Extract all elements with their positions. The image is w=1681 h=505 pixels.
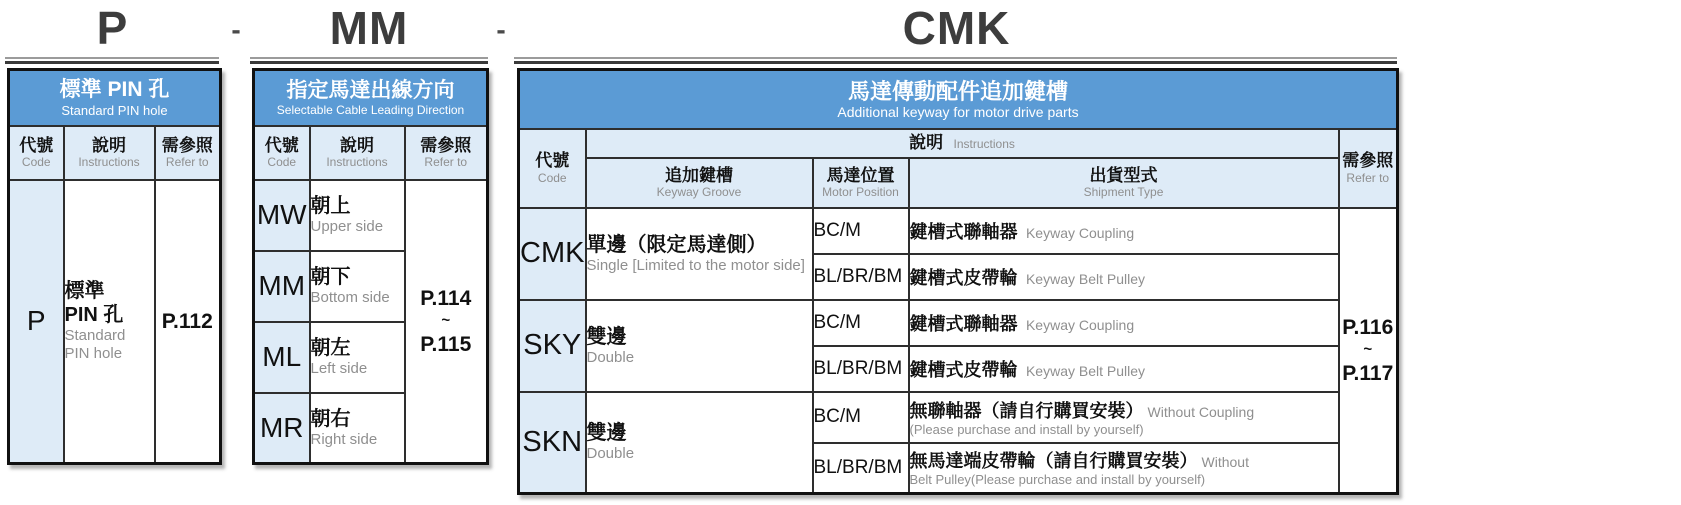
table3-keyway-header-en: Keyway Groove	[656, 185, 742, 200]
table2-row-mw	[254, 180, 488, 251]
table3-ship-cell-sky-bcm	[909, 300, 1339, 346]
table2-instructions-col-header	[310, 126, 405, 180]
table3-ship-cell-cmk-bcm	[909, 208, 1339, 254]
table1-instr-en-line1: Standard	[64, 327, 126, 345]
table3-ship-en-sky-bl: Keyway Belt Pulley	[1025, 362, 1146, 379]
table3-keyway-groove-header	[586, 158, 813, 208]
table1-instr-zh-line1: 標準	[64, 280, 105, 303]
table3-motor-cell-sky-bcm: BC/M	[813, 300, 909, 346]
table1-refer-page: P.112	[161, 309, 213, 333]
table3-ship-en2-skn-bl: Belt Pulley(Please purchase and install by yourself)	[909, 472, 1206, 488]
table3-instr-header-zh: 說明	[909, 133, 944, 153]
table3-keyway-zh-sky: 雙邊	[586, 325, 627, 348]
table1-code-col-header	[9, 126, 64, 180]
table3-ship-zh-skn-bl: 無馬達端皮帶輪（請自行購買安裝）	[909, 451, 1198, 472]
ordering-code-part-mm: MM	[329, 2, 409, 54]
ordering-code-separator-2: -	[496, 14, 506, 45]
table2-refer-header-en: Refer to	[424, 155, 468, 170]
table2-instr-header-en: Instructions	[326, 155, 388, 170]
table3-ship-header-en: Shipment Type	[1083, 185, 1164, 200]
table3-ship-en-cmk-bcm: Keyway Coupling	[1025, 224, 1135, 241]
table3-refer-header-zh: 需參照	[1342, 151, 1394, 171]
table2-refer-header-zh: 需參照	[420, 135, 472, 155]
table2-instr-en-mm: Bottom side	[310, 289, 390, 306]
table3-refer-from: P.116	[1342, 315, 1394, 339]
table3-refer-to: P.117	[1342, 361, 1394, 385]
table3-code-header-zh: 代號	[535, 151, 570, 171]
table3-motor-header-en: Motor Position	[822, 185, 899, 200]
table2-code-col-header	[254, 126, 310, 180]
table3-instr-header-en: Instructions	[953, 137, 1015, 152]
ordering-code-part-p: P	[96, 2, 129, 54]
table3-ship-en-skn-bcm: Without Coupling	[1147, 403, 1255, 420]
table3-shipment-type-header	[909, 158, 1339, 208]
table3-motor-cell-cmk-bl: BL/BR/BM	[813, 254, 909, 300]
table1-instr-header-en: Instructions	[78, 155, 140, 170]
table3-keyway-cell-sky	[586, 300, 813, 392]
table2-code-cell-ml: ML	[254, 322, 310, 393]
table2-instr-zh-mw: 朝上	[310, 195, 351, 217]
table1-title	[9, 70, 221, 126]
table3-row-skn-bcm	[519, 392, 1398, 443]
table2-instructions-cell-ml	[310, 322, 405, 393]
table1-code-cell: P	[9, 180, 64, 464]
ordering-code-separator-1: -	[231, 14, 241, 45]
table2-instructions-cell-mw	[310, 180, 405, 251]
table-cable-leading-direction	[252, 68, 489, 465]
table3-ship-zh-cmk-bl: 鍵槽式皮帶輪	[909, 267, 1018, 288]
table3-code-cell-cmk: CMK	[519, 208, 586, 300]
table3-refer-cell	[1339, 208, 1398, 494]
table2-title	[254, 70, 488, 126]
table3-ship-zh-sky-bcm: 鍵槽式聯軸器	[909, 313, 1018, 334]
table2-code-cell-mr: MR	[254, 393, 310, 464]
table3-ship-cell-skn-bcm	[909, 392, 1339, 443]
table3-ship-zh-sky-bl: 鍵槽式皮帶輪	[909, 359, 1018, 380]
table3-motor-cell-skn-bl: BL/BR/BM	[813, 443, 909, 494]
table3-code-cell-skn: SKN	[519, 392, 586, 494]
table1-refer-header-zh: 需參照	[161, 135, 213, 155]
table3-ship-en-cmk-bl: Keyway Belt Pulley	[1025, 270, 1146, 287]
table2-instr-en-mr: Right side	[310, 430, 378, 448]
table2-refer-cell	[405, 180, 488, 464]
table-additional-keyway	[517, 68, 1399, 495]
table3-ship-en-skn-bl: Without	[1201, 454, 1249, 471]
ordering-code-rule-2	[250, 57, 488, 64]
table2-code-cell-mw: MW	[254, 180, 310, 251]
table3-motor-cell-cmk-bcm: BC/M	[813, 208, 909, 254]
table1-title-zh: 標準 PIN 孔	[59, 78, 170, 102]
table3-keyway-header-zh: 追加鍵槽	[665, 165, 733, 185]
table3-keyway-en-skn: Double	[586, 445, 635, 463]
table3-title-en: Additional keyway for motor drive parts	[837, 104, 1079, 121]
table3-row-cmk-bcm	[519, 208, 1398, 254]
table3-keyway-zh-cmk: 單邊（限定馬達側）	[586, 233, 767, 256]
table1-instructions-cell	[64, 180, 155, 464]
table3-row-sky-bcm	[519, 300, 1398, 346]
table3-ship-cell-sky-bl	[909, 346, 1339, 392]
table3-refer-col-header	[1339, 129, 1398, 208]
table3-keyway-en-sky: Double	[586, 348, 635, 366]
table3-ship-en2-skn-bcm: (Please purchase and install by yourself)	[909, 421, 1144, 437]
table1-code-header-zh: 代號	[19, 135, 54, 155]
table1-title-en: Standard PIN hole	[61, 102, 168, 118]
table2-refer-col-header	[405, 126, 488, 180]
table3-keyway-zh-skn: 雙邊	[586, 422, 627, 445]
table1-instr-en-line2: PIN hole	[64, 345, 123, 363]
table3-motor-cell-skn-bcm: BC/M	[813, 392, 909, 443]
table2-title-zh: 指定馬達出線方向	[286, 79, 455, 103]
table2-instructions-cell-mr	[310, 393, 405, 464]
table2-instructions-cell-mm	[310, 251, 405, 322]
ordering-code-rule-3	[514, 57, 1397, 64]
table3-refer-header-en: Refer to	[1346, 170, 1390, 185]
table2-title-en: Selectable Cable Leading Direction	[276, 103, 465, 118]
table3-ship-zh-cmk-bcm: 鍵槽式聯軸器	[909, 221, 1018, 242]
table2-instr-zh-mr: 朝右	[310, 407, 351, 430]
ordering-code-part-cmk: CMK	[902, 2, 1011, 54]
table1-instr-zh-line2: PIN 孔	[64, 304, 124, 327]
table-standard-pin-hole	[7, 68, 222, 465]
table2-refer-from: P.114	[420, 286, 472, 310]
table3-keyway-cell-skn	[586, 392, 813, 494]
table1-refer-cell	[155, 180, 221, 464]
table1-refer-col-header	[155, 126, 221, 180]
table2-instr-en-ml: Left side	[310, 360, 368, 377]
table2-instr-en-mw: Upper side	[310, 218, 384, 235]
table2-refer-tilde: ~	[441, 312, 451, 329]
table3-ship-zh-skn-bcm: 無聯軸器（請自行購買安裝）	[909, 400, 1144, 421]
table3-motor-header-zh: 馬達位置	[826, 165, 895, 185]
table2-instr-zh-mm: 朝下	[310, 266, 351, 288]
table2-instr-zh-ml: 朝左	[310, 337, 351, 359]
table1-refer-header-en: Refer to	[165, 155, 209, 170]
table2-code-cell-mm: MM	[254, 251, 310, 322]
table3-code-header-en: Code	[537, 170, 567, 185]
table3-ship-en-sky-bcm: Keyway Coupling	[1025, 316, 1135, 333]
table2-code-header-en: Code	[267, 155, 297, 170]
table3-keyway-cell-cmk	[586, 208, 813, 300]
table3-keyway-en-cmk: Single [Limited to the motor side]	[586, 256, 805, 274]
table2-code-header-zh: 代號	[264, 135, 299, 155]
table3-ship-header-zh: 出貨型式	[1089, 165, 1158, 185]
table3-instructions-header	[586, 129, 1339, 158]
table3-refer-tilde: ~	[1363, 341, 1373, 358]
table1-code-header-en: Code	[21, 155, 51, 170]
table3-ship-cell-skn-bl	[909, 443, 1339, 494]
table3-code-cell-sky: SKY	[519, 300, 586, 392]
table3-motor-position-header	[813, 158, 909, 208]
table3-title-zh: 馬達傳動配件追加鍵槽	[847, 78, 1068, 104]
table3-code-col-header	[519, 129, 586, 208]
table3-title	[519, 70, 1398, 129]
table3-ship-cell-cmk-bl	[909, 254, 1339, 300]
table1-row-p	[9, 180, 221, 464]
table1-instr-header-zh: 說明	[92, 135, 126, 155]
table2-refer-to: P.115	[420, 332, 472, 356]
table1-instructions-col-header	[64, 126, 155, 180]
table3-motor-cell-sky-bl: BL/BR/BM	[813, 346, 909, 392]
table2-instr-header-zh: 說明	[340, 135, 374, 155]
ordering-code-rule-1	[5, 57, 219, 64]
